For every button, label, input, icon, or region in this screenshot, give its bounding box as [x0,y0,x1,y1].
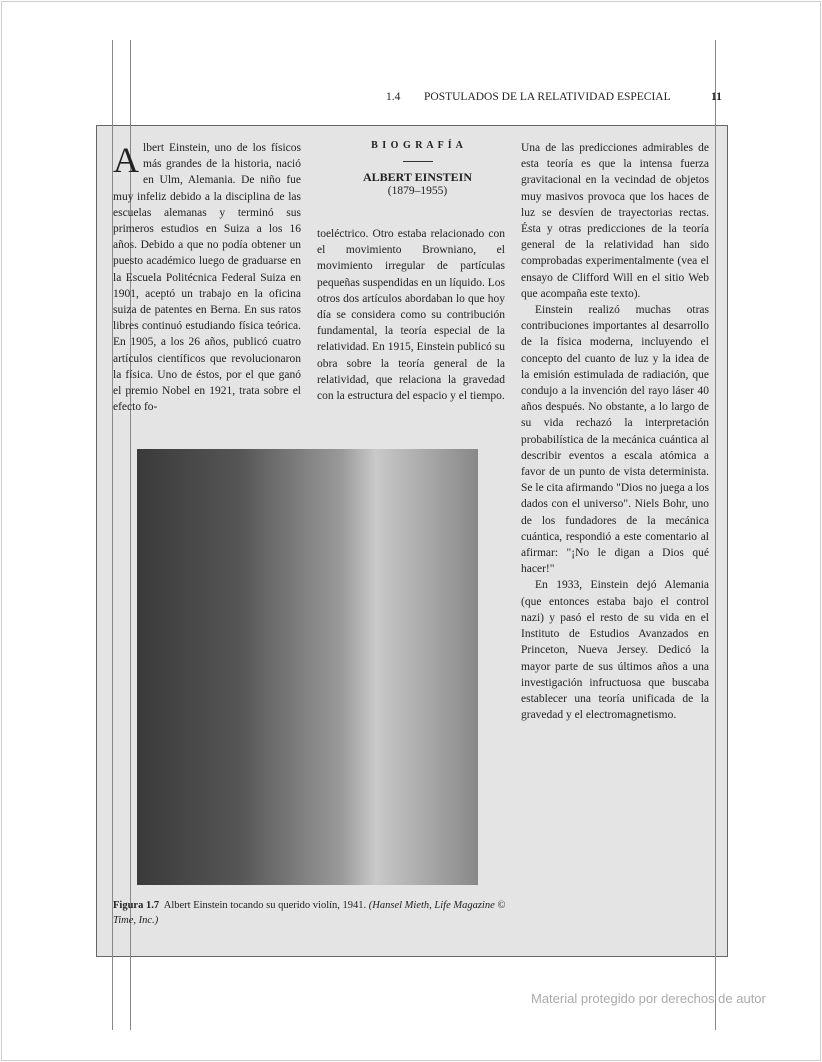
running-title: POSTULADOS DE LA RELATIVIDAD ESPECIAL [424,91,671,103]
section-number: 1.4 [386,91,401,103]
left-column-text: lbert Einstein, uno de los físicos más grandes de la historia, nació en Ulm, Alemania. De niño fue muy infeliz debido a la disciplina de las escuelas alemanas y terminó sus primeros estudios en Suiza a los 16 años. Debido a que no podía obtener un puesto académico luego de graduarse en la Escuela Politécnica Federal Suiza en 1901, aceptó un trabajo en la oficina suiza de patentes en Berna. En sus ratos libres continuó estudiando física teórica. En 1905, a los 26 años, publicó cuatro artículos científicos que revolucionaron la física. Uno de éstos, por el que ganó el premio Nobel en 1921, trata sobre el efecto fo- [113,142,301,414]
person-name: ALBERT EINSTEIN [362,170,473,184]
middle-column-text: toeléctrico. Otro estaba relacionado con el movimiento Browniano, el movimiento irregular de partículas pequeñas suspendidas en un líquido. Los otros dos artículos abordaban lo que hoy día se considera como su contribución fundamental, la teoría especial de la relatividad. En 1915, Einstein publicó su obra sobre la teoría general de la relatividad, que relaciona la gravedad con la estructura del espacio y el tiempo. [317,228,505,403]
figure-caption [113,898,508,928]
right-column [521,140,709,723]
biography-label: B I O G R A F Í A [371,140,464,151]
scan-line [715,40,716,1030]
divider [403,161,433,162]
biography-heading [320,140,515,197]
paragraph: En 1933, Einstein dejó Alemania (que entonces estaba bajo el control nazi) y pasó el resto de su vida en el Instituto de Estudios Avanzados en Princeton, Nueva Jersey. Dedicó la mayor parte de sus últimos años a una investigación infructuosa que buscaba establecer una teoría unificada de la gravedad y el electromagnetismo. [521,579,709,722]
left-column [113,140,301,415]
paragraph: Einstein realizó muchas otras contribuciones importantes al desarrollo de la física moderna, incluyendo el concepto del cuanto de luz y la idea de la emisión estimulada de radiación, que condujo a la invención del rayo láser 40 años después. No obstante, a lo largo de su vida rechazó la interpretación probabilística de la mecánica cuántica al describir eventos a escala atómica a favor de un punto de vista determinista. Se le cita afirmando "Dios no juega a los dados con el universo". Niels Bohr, uno de los fundadores de la mecánica cuántica, respondió a este comentario al afirmar: "¡No le digan a Dios qué hacer!" [521,304,710,576]
paragraph: Una de las predicciones admirables de esta teoría es que la intensa fuerza gravitacional en la vecindad de objetos muy masivos provoca que los haces de luz se desvíen de trayectorias rectas. Ésta y otras predicciones de la teoría general de la relatividad han sido comprobadas experimentalmente (vea el ensayo de Clifford Will en el sitio Web que acompaña este texto). [521,142,709,300]
figure-label: Figura 1.7 [113,900,160,911]
page-number: 11 [711,91,722,103]
middle-column [317,226,505,404]
copyright-watermark: Material protegido por derechos de autor [531,991,766,1006]
caption-text: Albert Einstein tocando su querido violín, 1941. [163,900,367,911]
person-years: (1879–1955) [387,185,448,197]
einstein-violin-photo [137,449,478,885]
photo-credit: (Hansel Mieth, Life Magazine © Time, Inc.) [113,900,506,926]
drop-cap: A [113,140,139,180]
